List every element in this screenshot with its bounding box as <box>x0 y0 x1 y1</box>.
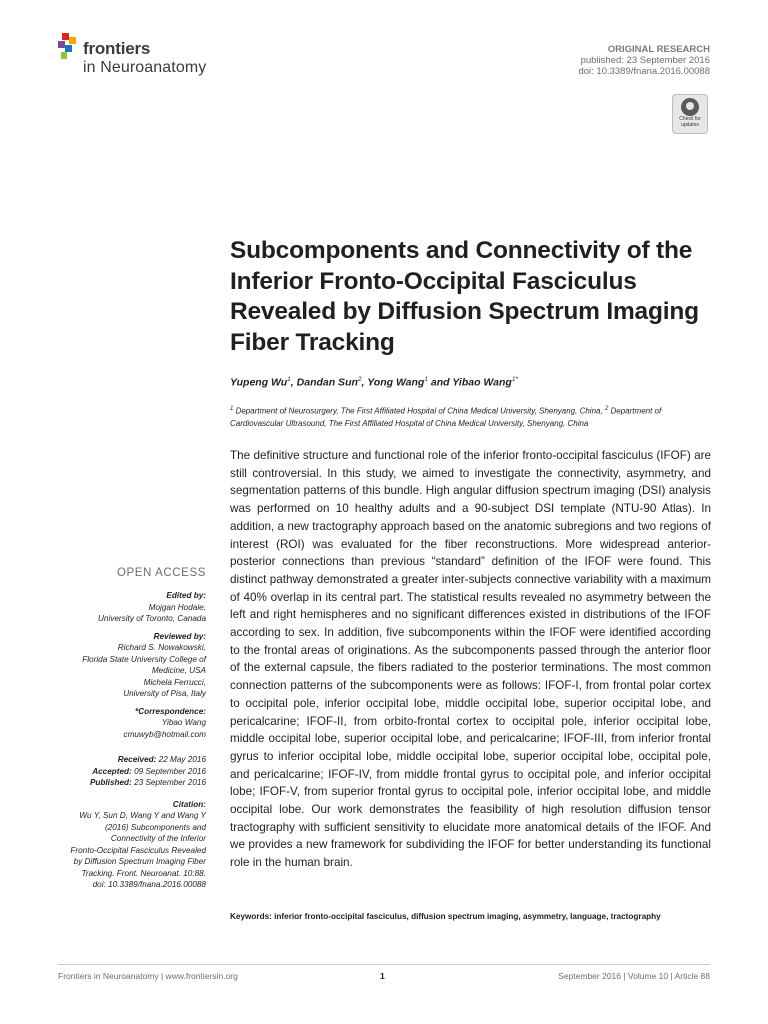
correspondence-label: *Correspondence: <box>135 706 206 716</box>
citation-line: Fronto-Occipital Fasciculus Revealed <box>70 845 206 855</box>
article-doi[interactable]: doi: 10.3389/fnana.2016.00088 <box>578 66 710 77</box>
reviewer-affiliation: Medicine, USA <box>151 666 206 675</box>
article-meta <box>578 44 710 77</box>
editor-affiliation: University of Toronto, Canada <box>97 614 206 623</box>
journal-brand: frontiers <box>83 39 151 58</box>
author-name: Yupeng Wu <box>230 376 288 389</box>
received-label: Received: <box>117 755 157 764</box>
page-number: 1 <box>380 971 385 981</box>
footer-divider <box>58 964 710 965</box>
author-name: Yong Wang <box>367 376 425 389</box>
author-affil: 1 <box>424 376 428 383</box>
journal-logo <box>56 33 276 83</box>
published-label: Published: <box>89 778 132 787</box>
affiliations <box>230 403 712 430</box>
affiliation: Department of Neurosurgery, The First Affiliated Hospital of China Medical University, Shenyang, China, <box>235 406 603 416</box>
citation-label: Citation: <box>172 799 206 809</box>
edited-by-label: Edited by: <box>166 591 206 600</box>
citation-line: Tracking. Front. Neuroanat. 10:88. <box>81 868 206 878</box>
affil-number: 2 <box>604 406 609 412</box>
article-type: ORIGINAL RESEARCH <box>607 44 710 55</box>
citation-line: Wu Y, Sun D, Wang Y and Wang Y <box>79 811 206 820</box>
published-date-sidebar: 23 September 2016 <box>134 778 206 787</box>
affil-number: 1 <box>230 406 234 412</box>
reviewer-affiliation: University of Pisa, Italy <box>123 689 206 698</box>
author-affil: 2 <box>357 376 362 383</box>
abstract: The definitive structure and functional role of the inferior fronto-occipital fasciculus (IFOF) are still controversial. In this study, we aimed to investigate the connectivity, asymmetry, and segmentation patterns of this bundle. High angular diffusion spectrum imaging (DSI) analysis was performed on 10 healthy adults and a 90-subject DSI template (NTU-90 Atlas). In addition, a new tractography approach based on the anatomic subregions and two regions of interest (ROI) was evaluated for the fiber reconstructions. More widespread anterior-posterior connections than previous “standard” definition of the IFOF were found. This distinct pathway demonstrated a greater inter-subjects connective variability with a maximum of 40% overlap in its central part. The statistical results revealed no asymmetry between the left and right hemispheres and no significant differences existed in distributions of the IFOF according to sex. In addition, five subcomponents within the IFOF were identified according to the frontal areas of originations. As the subcomponents passed through the anterior floor of the external capsule, the fibers radiated to the posterior terminations. The most common connection patterns of the subcomponents were as follows: IFOF-I, from frontal polar cortex to occipital pole, inferior occipital lobe, middle occipital lobe, superior occipital lobe, and pericalcarine; IFOF-II, from orbito-frontal cortex to occipital pole, inferior occipital lobe, middle occipital lobe, superior occipital lobe, and pericalcarine; IFOF-III, from inferior frontal gyrus to inferior occipital lobe, middle occipital lobe, superior occipital lobe, occipital pole, and pericalcarine; IFOF-IV, from middle frontal gyrus to occipital pole, and inferior occipital lobe; IFOF-V, from superior frontal gyrus to occipital pole, inferior occipital lobe, and middle occipital lobe. Our work demonstrates the feasibility of high resolution diffusion tensor tractography with sufficient sensitivity to elucidate more anatomical details of the IFOF. And we provides a new framework for subdividing the IFOF for better understanding its functional role in the human brain. <box>230 449 711 870</box>
reviewer-affiliation: Florida State University College of <box>82 654 206 664</box>
edited-by <box>58 602 206 625</box>
footer-volume: September 2016 | Volume 10 | Article 88 <box>558 971 710 981</box>
article-title: Subcomponents and Connectivity of the Inferior Fronto-Occipital Fasciculus Revealed by Diffusion Spectrum Imaging Fiber Tracking <box>230 237 699 356</box>
check-for-updates-badge[interactable] <box>672 94 708 134</box>
received-date: 22 May 2016 <box>158 755 206 764</box>
author-name: Dandan Sun <box>296 376 358 389</box>
check-updates-icon <box>681 98 699 116</box>
citation-line: (2016) Subcomponents and <box>104 822 206 832</box>
reviewed-by <box>58 642 206 700</box>
keywords: Keywords: inferior fronto-occipital fasciculus, diffusion spectrum imaging, asymmetry, language, tractography <box>230 912 661 921</box>
author-list: Yupeng Wu$^1$, Dandan Sun$^2$, Yong Wang$^1$ and Yibao Wang$^{1*}$ <box>230 376 518 389</box>
check-updates-line2: updates <box>681 121 699 128</box>
citation-doi[interactable]: doi: 10.3389/fnana.2016.00088 <box>92 880 206 889</box>
editor-name: Mojgan Hodaie, <box>148 602 206 612</box>
correspondent-email[interactable]: cmuwyb@hotmail.com <box>123 729 206 739</box>
accepted-date: 09 September 2016 <box>134 766 206 776</box>
footer-journal-link[interactable]: Frontiers in Neuroanatomy | www.frontiersin.org <box>58 971 238 981</box>
citation-line: Connectivity of the Inferior <box>110 834 206 843</box>
reviewer-name: Richard S. Nowakowski, <box>117 643 206 652</box>
author-name: Yibao Wang <box>452 376 512 389</box>
author-affil: 1* <box>511 376 518 383</box>
correspondent-name: Yibao Wang <box>161 718 206 727</box>
published-date: published: 23 September 2016 <box>580 55 710 66</box>
check-updates-line1: Check for <box>679 116 701 122</box>
article-dates <box>58 754 206 789</box>
open-access-label: OPEN ACCESS <box>116 567 206 579</box>
author-affil: 1 <box>287 376 291 383</box>
reviewed-by-label: Reviewed by: <box>153 631 206 641</box>
reviewer-name: Michela Ferrucci, <box>143 677 206 687</box>
affiliation: Department of Cardiovascular Ultrasound, The First Affiliated Hospital of China Medical University, Shenyang, China <box>230 406 662 428</box>
accepted-label: Accepted: <box>92 766 132 776</box>
citation <box>58 810 206 891</box>
correspondence <box>58 717 206 740</box>
journal-name: in Neuroanatomy <box>83 59 207 76</box>
article-sidebar <box>58 567 206 891</box>
citation-line: by Diffusion Spectrum Imaging Fiber <box>73 857 206 866</box>
frontiers-logo-icon <box>56 33 80 61</box>
